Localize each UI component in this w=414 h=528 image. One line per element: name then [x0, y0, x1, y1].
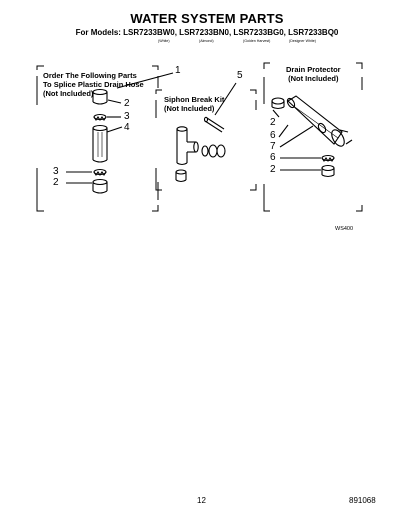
model-list: For Models: LSR7233BW0, LSR7233BN0, LSR7233BG0, LSR7233BQ0 [75, 28, 339, 37]
callout-number: 1 [175, 65, 181, 76]
callout-number: 2 [270, 117, 276, 128]
color-label-almond: (Almond) [199, 39, 214, 43]
color-label-designer-white: (Designer White) [289, 39, 316, 43]
right-box-label-line: (Not Included) [288, 74, 339, 83]
right-box-label-line: Drain Protector [286, 65, 341, 74]
page-number: 12 [197, 496, 206, 505]
part-number: 891068 [349, 496, 376, 505]
right-parts-art [272, 96, 352, 177]
color-label-white: (White) [158, 39, 170, 43]
callout-number: 3 [53, 166, 59, 177]
middle-box-label [164, 95, 224, 113]
left-box-label-line: Order The Following Parts [43, 71, 137, 80]
middle-box-label-line: Siphon Break Kit [164, 95, 225, 104]
callout-number: 2 [124, 98, 130, 109]
diagram-code: WS400 [335, 226, 354, 232]
callout-number: 3 [124, 111, 130, 122]
color-label-golden-harvest: (Golden Harvest) [243, 39, 271, 43]
page-title: WATER SYSTEM PARTS [130, 11, 284, 26]
middle-box-label-line: (Not Included) [164, 104, 215, 113]
callout-number: 2 [270, 164, 276, 175]
left-box-label [43, 71, 144, 98]
callout-number: 6 [270, 152, 276, 163]
callout-number: 7 [270, 141, 276, 152]
right-parts-box [264, 63, 362, 211]
callout-number: 4 [124, 122, 130, 133]
callout-number: 5 [237, 70, 243, 81]
left-box-label-line: (Not Included) [43, 89, 94, 98]
left-box-label-line: To Splice Plastic Drain Hose [43, 80, 144, 89]
callout-number: 2 [53, 177, 59, 188]
callout-number: 6 [270, 130, 276, 141]
right-box-label [286, 65, 341, 83]
